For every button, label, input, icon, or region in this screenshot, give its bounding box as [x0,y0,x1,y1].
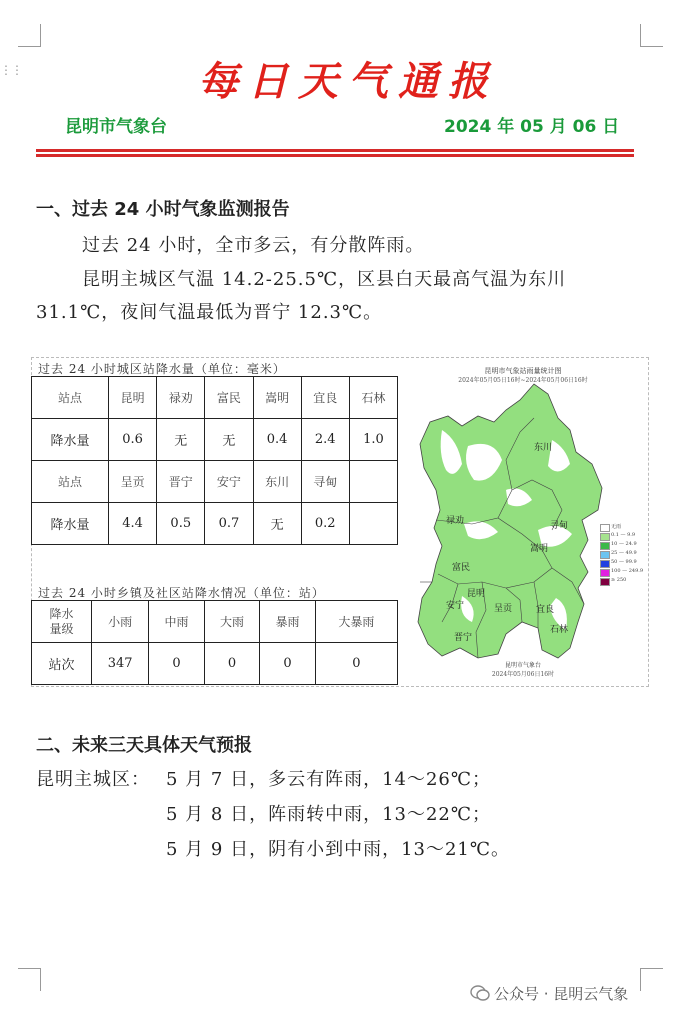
table-cell: 0.4 [253,419,301,461]
table-cell: 0 [315,643,397,685]
table-row [32,503,398,545]
footer-source: 公众号 · 昆明云气象 [494,985,629,1003]
forecast-day1: 5 月 7 日，多云有阵雨，14～26℃； [166,769,492,790]
table-cell: 0.6 [109,419,157,461]
map-label-shilin: 石林 [550,625,569,635]
map-label-chenggong: 呈贡 [494,604,513,614]
legend-label: ≥ 250 [611,577,627,583]
table-cell: 中雨 [149,601,205,643]
table-cell [349,461,397,503]
table-cell: 石林 [349,377,397,419]
table-cell: 降水量 [32,419,109,461]
map-footer-org: 昆明市气象台 [504,662,541,669]
map-label-yiliang: 宜良 [536,605,555,615]
table-cell: 347 [91,643,148,685]
table-cell: 禄劝 [157,377,205,419]
map-label-jinning: 晋宁 [454,633,473,643]
section1-line2a: 昆明主城区气温 14.2-25.5℃，区县白天最高气温为东川 [82,269,567,290]
map-label-luquan: 禄劝 [446,516,465,526]
table-cell: 无 [157,419,205,461]
legend-item [600,550,640,558]
legend-label: 0.1 — 9.9 [611,532,636,538]
map-subtitle: 2024年05月05日16时~2024年05月06日16时 [458,377,588,384]
legend-swatch [600,569,610,577]
section1-line2b: 31.1℃，夜间气温最低为晋宁 12.3℃。 [36,302,383,323]
table-cell: 降水量 [32,503,109,545]
forecast-prefix: 昆明主城区： [36,769,150,790]
table-cell: 站点 [32,461,109,503]
table-cell: 无 [253,503,301,545]
table-cell [349,503,397,545]
grade-table-caption: 过去 24 小时乡镇及社区站降水情况（单位：站） [38,586,325,600]
rain-table-caption: 过去 24 小时城区站降水量（单位：毫米） [38,362,286,376]
wechat-icon [470,984,490,1002]
section1-line1: 过去 24 小时，全市多云，有分散阵雨。 [82,235,425,256]
page-title: 每日天气通报 [198,58,498,105]
table-row [32,377,398,419]
section2-heading: 二、未来三天具体天气预报 [36,735,252,756]
table-cell: 富民 [205,377,253,419]
map-label-songming: 嵩明 [530,544,549,554]
table-cell: 0.5 [157,503,205,545]
table-cell: 降水 量级 [32,601,92,643]
table-cell: 东川 [253,461,301,503]
table-cell: 无 [205,419,253,461]
legend-label: 无雨 [611,524,622,530]
crop-mark-bottom-right [640,968,663,991]
table-cell: 寻甸 [301,461,349,503]
header-rule-top [36,149,634,152]
rainfall-map [402,360,644,682]
table-cell: 呈贡 [109,461,157,503]
header-rule-bottom [36,154,634,157]
legend-item [600,523,640,531]
crop-mark-bottom-left [18,968,41,991]
table-row [32,419,398,461]
legend-item [600,532,640,540]
table-cell: 宜良 [301,377,349,419]
forecast-day2: 5 月 8 日，阵雨转中雨，13～22℃； [166,804,492,825]
legend-item [600,568,644,576]
legend-swatch [600,542,610,550]
map-title: 昆明市气象站雨量统计图 [484,367,562,375]
table-cell: 大暴雨 [315,601,397,643]
table-cell: 嵩明 [253,377,301,419]
legend-label: 100 — 249.9 [611,568,644,574]
map-label-xundian: 寻甸 [550,521,569,531]
organization-name: 昆明市气象台 [65,117,167,137]
legend-swatch [600,533,610,541]
table-cell: 0 [260,643,316,685]
table-cell: 0 [149,643,205,685]
legend-swatch [600,578,610,586]
table-row [32,461,398,503]
table-cell: 暴雨 [260,601,316,643]
section1-heading: 一、过去 24 小时气象监测报告 [36,199,290,220]
table-row [32,643,398,685]
drag-handle-icon[interactable]: ⋮⋮ [0,63,22,77]
legend-item [600,541,640,549]
crop-mark-top-left [18,24,41,47]
table-cell: 昆明 [109,377,157,419]
map-shape [402,360,644,682]
map-label-anning: 安宁 [446,601,465,611]
legend-swatch [600,551,610,559]
map-label-kunming: 昆明 [467,589,486,599]
legend-item [600,559,640,567]
table-row [32,601,398,643]
legend-label: 50 — 99.9 [611,559,637,565]
forecast-day3: 5 月 9 日，阴有小到中雨，13～21℃。 [166,839,511,860]
table-cell: 安宁 [205,461,253,503]
map-footer-time: 2024年05月06日16时 [491,671,555,678]
grade-table [31,600,398,685]
table-cell: 晋宁 [157,461,205,503]
table-cell: 2.4 [301,419,349,461]
legend-label: 25 — 49.9 [611,550,637,556]
table-cell: 站点 [32,377,109,419]
crop-mark-top-right [640,24,663,47]
map-label-dongchuan: 东川 [534,443,553,453]
table-cell: 0.2 [301,503,349,545]
table-cell: 大雨 [204,601,260,643]
table-cell: 小雨 [91,601,148,643]
report-date: 2024 年 05 月 06 日 [444,117,620,137]
table-cell: 1.0 [349,419,397,461]
table-cell: 0.7 [205,503,253,545]
legend-item [600,577,640,585]
legend-swatch [600,524,610,532]
table-cell: 4.4 [109,503,157,545]
station-rain-table [31,376,398,545]
map-label-fumin: 富民 [452,563,471,573]
table-cell: 0 [204,643,260,685]
map-legend [600,523,644,586]
table-cell: 站次 [32,643,92,685]
legend-label: 10 — 24.9 [611,541,637,547]
legend-swatch [600,560,610,568]
